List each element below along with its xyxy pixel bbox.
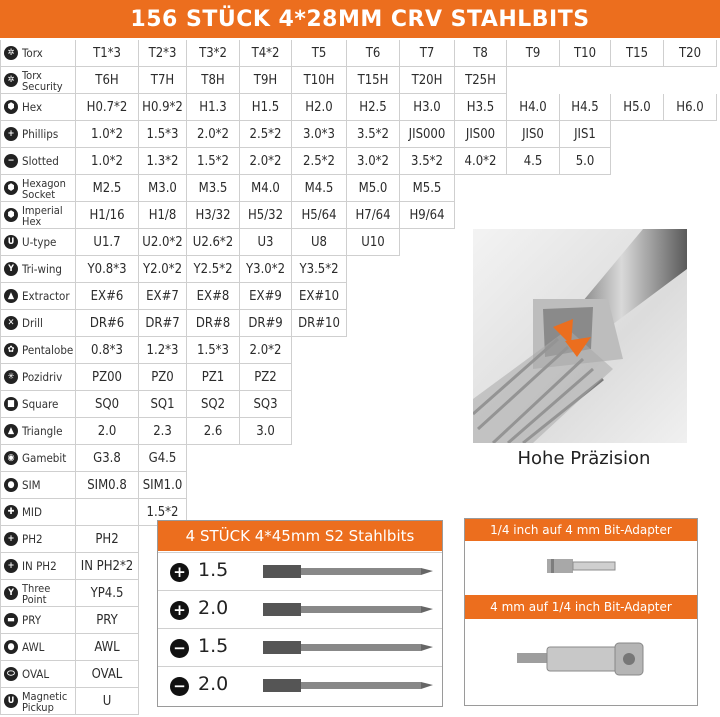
table-cell: U10 [347, 229, 400, 256]
table-cell: H1/8 [139, 202, 187, 229]
hexagon-socket-icon: ⬢ [4, 181, 18, 195]
row-label [0, 229, 76, 256]
table-cell: M3.0 [139, 175, 187, 202]
table-cell: 1.0*2 [76, 148, 139, 175]
slotted-icon: − [170, 639, 189, 658]
row-label-text: SIM [22, 478, 41, 492]
row-label-text: Hexagon Socket [22, 176, 66, 201]
s2-bit-image [263, 675, 433, 697]
s2-bit-size: 1.5 [198, 635, 229, 657]
row-label-text: PRY [22, 613, 42, 627]
table-cell: EX#10 [292, 283, 347, 310]
row-label [0, 526, 76, 553]
table-cell: G4.5 [139, 445, 187, 472]
s2-bit-row [158, 552, 442, 591]
s2-bits-title: 4 STÜCK 4*45mm S2 Stahlbits [158, 521, 442, 551]
table-cell: H0.7*2 [76, 94, 139, 121]
row-label [0, 256, 76, 283]
table-cell: 2.0 [76, 418, 139, 445]
table-cell: 3.0*2 [347, 148, 400, 175]
row-label-text: Tri-wing [22, 262, 62, 276]
row-label-text: Drill [22, 316, 43, 330]
table-cell: H2.0 [292, 94, 347, 121]
table-cell: 2.3 [139, 418, 187, 445]
table-cell: T25H [455, 67, 507, 94]
slotted-icon: − [170, 677, 189, 696]
table-cell: Y0.8*3 [76, 256, 139, 283]
table-cell: DR#7 [139, 310, 187, 337]
row-label [0, 94, 76, 121]
torx-icon: ✲ [4, 46, 18, 60]
row-label [0, 202, 76, 229]
drill-icon: ✕ [4, 316, 18, 330]
row-label-text: Gamebit [22, 451, 67, 465]
three-point-icon: Y [4, 586, 18, 600]
table-cell: 2.5*2 [292, 148, 347, 175]
u-type-icon: U [4, 235, 18, 249]
row-label [0, 40, 76, 67]
table-cell: T15 [611, 40, 664, 67]
table-cell: 2.6 [187, 418, 240, 445]
table-cell: 3.0*3 [292, 121, 347, 148]
table-cell [76, 499, 139, 526]
row-label-text: Pozidriv [22, 370, 63, 384]
row-label-text: Phillips [22, 127, 59, 141]
table-cell: T10H [292, 67, 347, 94]
table-cell: OVAL [76, 661, 139, 688]
table-cell: 1.2*3 [139, 337, 187, 364]
table-cell: YP4.5 [76, 580, 139, 607]
table-cell: H9/64 [400, 202, 455, 229]
table-cell: H1.5 [240, 94, 292, 121]
pozidriv-icon: ✳ [4, 370, 18, 384]
row-label [0, 472, 76, 499]
table-cell: T8 [455, 40, 507, 67]
extractor-icon: ▲ [4, 289, 18, 303]
table-cell: U2.0*2 [139, 229, 187, 256]
row-label [0, 634, 76, 661]
row-label-text: AWL [22, 640, 45, 654]
s2-bit-image [263, 637, 433, 659]
table-cell: H1/16 [76, 202, 139, 229]
table-cell: H3/32 [187, 202, 240, 229]
table-cell: DR#6 [76, 310, 139, 337]
slotted-icon: − [4, 154, 18, 168]
row-label-text: Pentalobe [22, 343, 74, 357]
triangle-icon: ▲ [4, 424, 18, 438]
table-cell: M5.5 [400, 175, 455, 202]
table-cell: 0.8*3 [76, 337, 139, 364]
table-cell: U8 [292, 229, 347, 256]
row-label [0, 418, 76, 445]
table-cell: H5/64 [292, 202, 347, 229]
table-cell: T9H [240, 67, 292, 94]
torx-security-icon: ✲ [4, 73, 18, 87]
table-cell: M4.0 [240, 175, 292, 202]
table-cell: JIS1 [560, 121, 611, 148]
table-cell: 1.5*3 [139, 121, 187, 148]
row-label [0, 337, 76, 364]
table-cell: H1.3 [187, 94, 240, 121]
row-label-text: IN PH2 [22, 559, 57, 573]
s2-bits-box [157, 520, 443, 707]
table-cell: 3.5*2 [347, 121, 400, 148]
table-cell: 1.0*2 [76, 121, 139, 148]
s2-bit-size: 1.5 [198, 559, 229, 581]
row-label [0, 607, 76, 634]
table-cell: T20H [400, 67, 455, 94]
table-cell: H7/64 [347, 202, 400, 229]
table-cell: SQ0 [76, 391, 139, 418]
row-label [0, 499, 76, 526]
table-cell: SQ2 [187, 391, 240, 418]
table-cell: PZ2 [240, 364, 292, 391]
row-label-text: Torx Security [22, 68, 63, 93]
table-cell: 1.5*2 [139, 499, 187, 526]
pentalobe-icon: ✿ [4, 343, 18, 357]
table-cell: SQ3 [240, 391, 292, 418]
table-cell: 4.0*2 [455, 148, 507, 175]
table-cell: M2.5 [76, 175, 139, 202]
s2-bit-row [158, 590, 442, 629]
row-label [0, 67, 76, 94]
table-cell: H2.5 [347, 94, 400, 121]
row-label [0, 445, 76, 472]
table-cell: H5.0 [611, 94, 664, 121]
table-cell: H5/32 [240, 202, 292, 229]
row-label-text: MID [22, 505, 42, 519]
imperial-hex-icon: ⬢ [4, 208, 18, 222]
row-label [0, 688, 76, 715]
sim-icon: ● [4, 478, 18, 492]
table-cell: T2*3 [139, 40, 187, 67]
row-label-text: Hex [22, 100, 43, 114]
table-cell: 4.5 [507, 148, 560, 175]
row-label-text: Triangle [22, 424, 63, 438]
row-label [0, 364, 76, 391]
awl-icon: ● [4, 640, 18, 654]
s2-bit-size: 2.0 [198, 673, 229, 695]
table-cell: T7H [139, 67, 187, 94]
in-ph2-icon: + [4, 559, 18, 573]
table-cell: M3.5 [187, 175, 240, 202]
precision-photo [473, 229, 687, 443]
table-cell: Y2.5*2 [187, 256, 240, 283]
table-cell: M5.0 [347, 175, 400, 202]
table-cell: U2.6*2 [187, 229, 240, 256]
page-title: 156 STÜCK 4*28MM CRV STAHLBITS [0, 0, 720, 38]
s2-bit-size: 2.0 [198, 597, 229, 619]
table-cell: EX#6 [76, 283, 139, 310]
table-cell: H4.0 [507, 94, 560, 121]
hex-icon: ⬢ [4, 100, 18, 114]
table-cell: T3*2 [187, 40, 240, 67]
table-cell: H6.0 [664, 94, 717, 121]
row-label-text: Imperial Hex [22, 203, 63, 228]
table-cell: T6H [76, 67, 139, 94]
table-cell: H0.9*2 [139, 94, 187, 121]
row-label [0, 553, 76, 580]
table-cell: Y3.0*2 [240, 256, 292, 283]
screwdriver-tip-image [473, 229, 687, 443]
table-cell: T9 [507, 40, 560, 67]
table-cell: Y3.5*2 [292, 256, 347, 283]
table-cell: SIM0.8 [76, 472, 139, 499]
table-cell: SQ1 [139, 391, 187, 418]
table-cell: 5.0 [560, 148, 611, 175]
table-cell: PZ0 [139, 364, 187, 391]
table-cell: 2.0*2 [240, 337, 292, 364]
phillips-icon: + [170, 563, 189, 582]
table-cell: EX#8 [187, 283, 240, 310]
table-cell: PZ1 [187, 364, 240, 391]
row-label-text: Torx [22, 46, 43, 60]
ph2-icon: + [4, 532, 18, 546]
row-label-text: Magnetic Pickup [22, 689, 68, 714]
table-cell: EX#7 [139, 283, 187, 310]
row-label [0, 661, 76, 688]
row-label-text: OVAL [22, 667, 50, 681]
phillips-icon: + [170, 601, 189, 620]
table-cell: 3.0 [240, 418, 292, 445]
table-cell: AWL [76, 634, 139, 661]
row-label [0, 391, 76, 418]
table-cell: T4*2 [240, 40, 292, 67]
row-label [0, 580, 76, 607]
table-cell: 3.5*2 [400, 148, 455, 175]
table-cell: H3.5 [455, 94, 507, 121]
s2-bit-row [158, 666, 442, 705]
adapter-2-title: 4 mm auf 1/4 inch Bit-Adapter [465, 595, 697, 619]
pry-icon: ▬ [4, 613, 18, 627]
table-cell: 1.5*2 [187, 148, 240, 175]
table-cell: SIM1.0 [139, 472, 187, 499]
table-cell: T6 [347, 40, 400, 67]
s2-bit-row [158, 628, 442, 667]
table-cell: Y2.0*2 [139, 256, 187, 283]
phillips-icon: + [4, 127, 18, 141]
row-label [0, 175, 76, 202]
table-cell: T15H [347, 67, 400, 94]
table-cell: T1*3 [76, 40, 139, 67]
table-cell: H4.5 [560, 94, 611, 121]
table-cell: U1.7 [76, 229, 139, 256]
table-cell: T5 [292, 40, 347, 67]
table-cell: JIS0 [507, 121, 560, 148]
row-label-text: Extractor [22, 289, 70, 303]
table-cell: T7 [400, 40, 455, 67]
photo-caption: Hohe Präzision [517, 448, 651, 469]
table-cell: DR#8 [187, 310, 240, 337]
gamebit-icon: ◉ [4, 451, 18, 465]
s2-bit-image [263, 561, 433, 583]
adapter-2-image [465, 619, 697, 699]
table-cell: 1.5*3 [187, 337, 240, 364]
table-cell: U [76, 688, 139, 715]
tri-wing-icon: Y [4, 262, 18, 276]
adapter-box [464, 518, 698, 706]
square-icon: ■ [4, 397, 18, 411]
row-label [0, 148, 76, 175]
table-cell: T10 [560, 40, 611, 67]
table-cell: 2.0*2 [240, 148, 292, 175]
row-label-text: PH2 [22, 532, 43, 546]
row-label-text: Slotted [22, 154, 59, 168]
table-cell: 1.3*2 [139, 148, 187, 175]
mid-icon: ✚ [4, 505, 18, 519]
table-cell: 2.5*2 [240, 121, 292, 148]
row-label-text: U-type [22, 235, 57, 249]
table-cell: PZ00 [76, 364, 139, 391]
adapter-1-title: 1/4 inch auf 4 mm Bit-Adapter [465, 519, 697, 541]
table-cell: T8H [187, 67, 240, 94]
table-cell: U3 [240, 229, 292, 256]
table-cell: H3.0 [400, 94, 455, 121]
row-label [0, 310, 76, 337]
table-cell: DR#10 [292, 310, 347, 337]
table-cell: PRY [76, 607, 139, 634]
row-label [0, 283, 76, 310]
table-cell: IN PH2*2 [76, 553, 139, 580]
s2-bit-image [263, 599, 433, 621]
table-cell: G3.8 [76, 445, 139, 472]
row-label-text: Square [22, 397, 59, 411]
table-cell: 2.0*2 [187, 121, 240, 148]
table-cell: DR#9 [240, 310, 292, 337]
adapter-1-image [465, 541, 697, 591]
table-cell: PH2 [76, 526, 139, 553]
table-cell: JIS00 [455, 121, 507, 148]
row-label-text: Three Point [22, 581, 51, 606]
table-cell: EX#9 [240, 283, 292, 310]
magnetic-pickup-icon: U [4, 694, 18, 708]
table-cell: T20 [664, 40, 717, 67]
table-cell: JIS000 [400, 121, 455, 148]
table-cell: M4.5 [292, 175, 347, 202]
oval-icon: ⬭ [4, 667, 18, 681]
row-label [0, 121, 76, 148]
